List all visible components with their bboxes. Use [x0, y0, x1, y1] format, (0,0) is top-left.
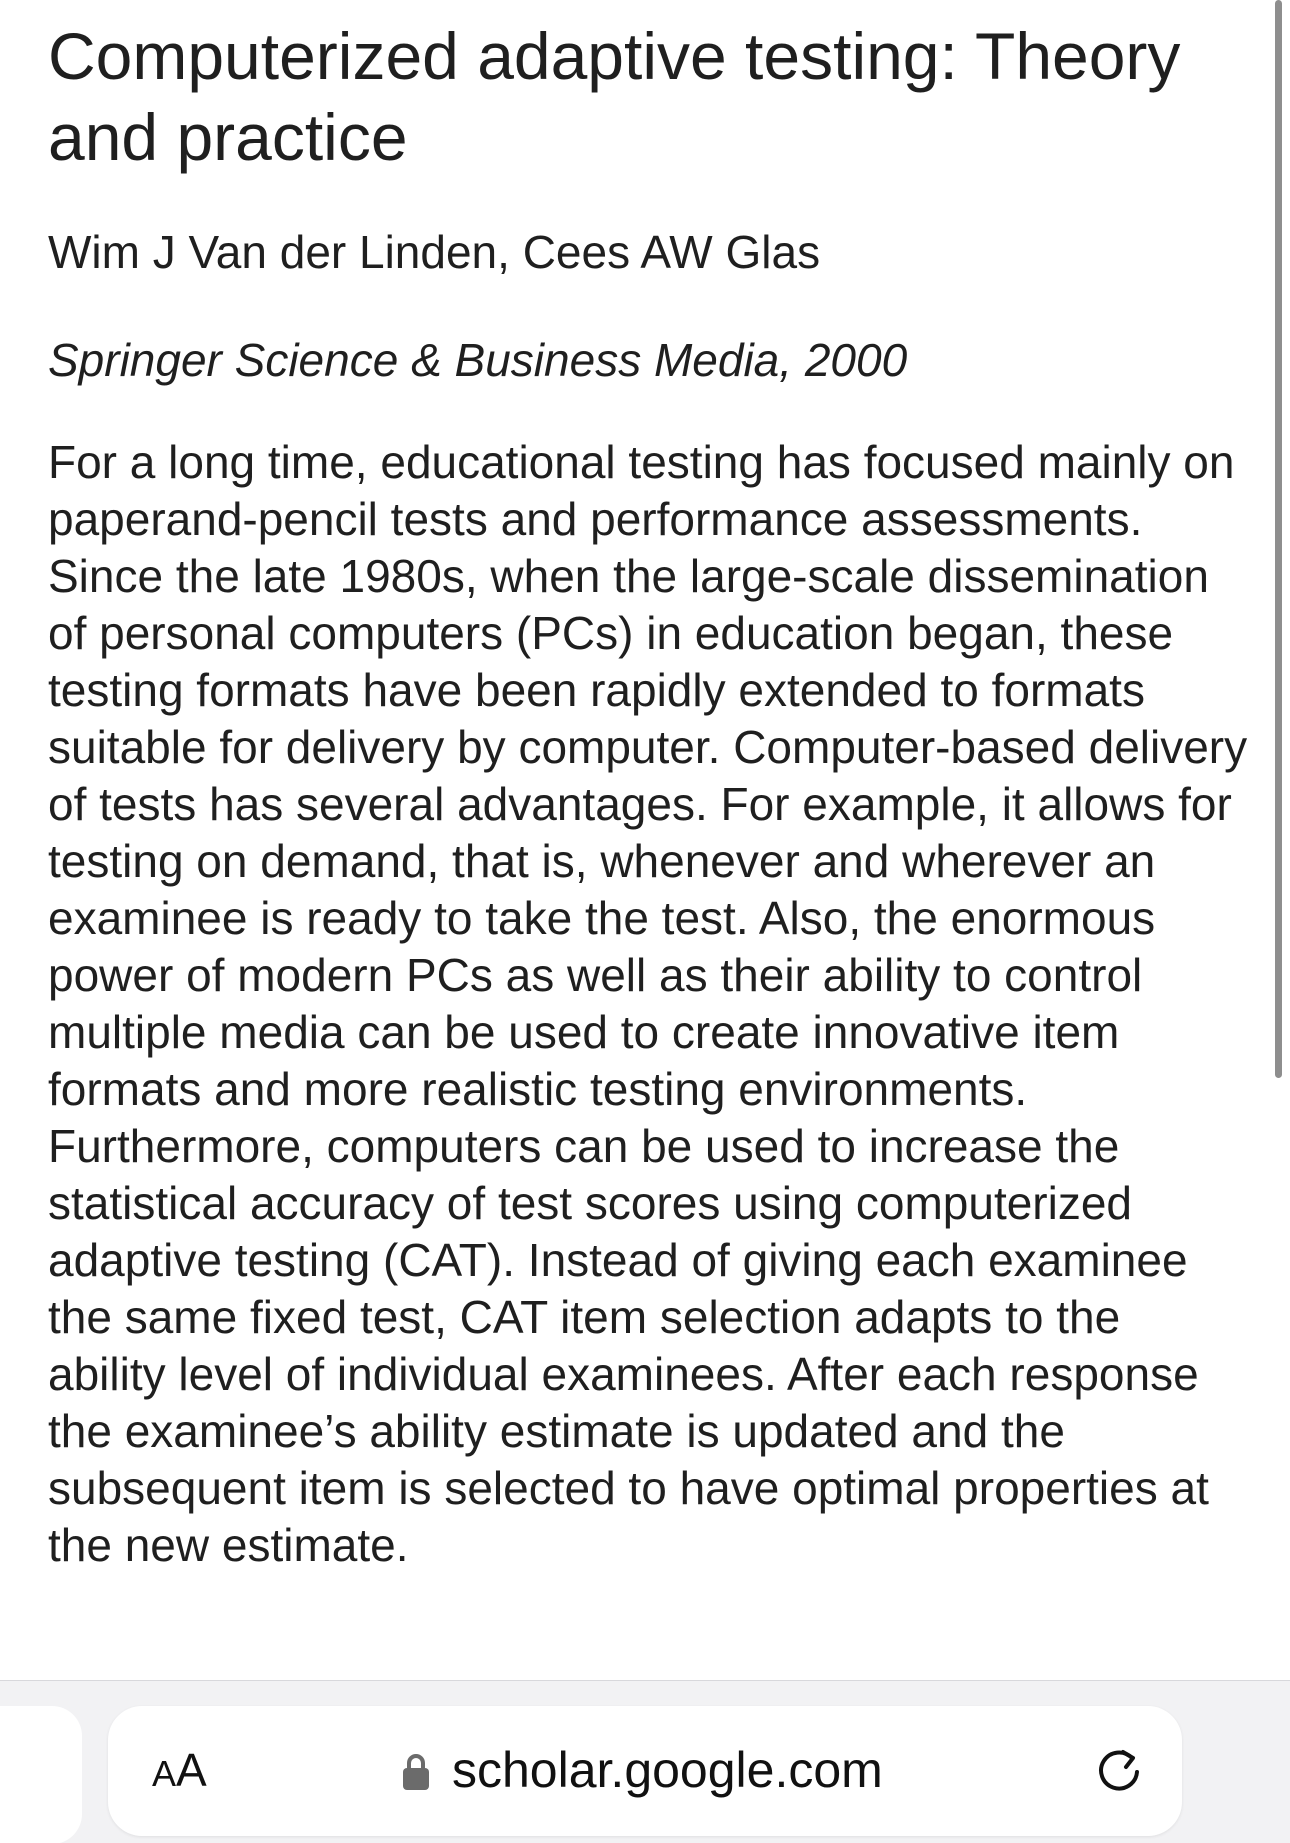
- article-authors: Wim J Van der Linden, Cees AW Glas: [48, 226, 821, 278]
- lock-icon: [402, 1752, 430, 1792]
- url-text: scholar.google.com: [452, 1742, 883, 1798]
- article-venue: Springer Science & Business Media, 2000: [48, 334, 908, 386]
- browser-bottom-bar: [0, 1680, 1290, 1843]
- text-size-small-letter: A: [152, 1753, 177, 1794]
- article-content: [48, 16, 1248, 1574]
- previous-tab-peek[interactable]: [0, 1706, 82, 1843]
- address-bar[interactable]: [108, 1706, 1182, 1836]
- url-display[interactable]: [402, 1740, 883, 1800]
- article-title: Computerized adaptive testing: Theory and practice: [48, 19, 1181, 174]
- reload-icon[interactable]: [1092, 1744, 1146, 1798]
- article-abstract: For a long time, educational testing has focused mainly on paperand-pencil tests and performance assessments. Since the late 1980s, when the large-scale dissemination of personal computers (PCs) in education began, these testing formats have been rapidly extended to formats suitable for delivery by computer. Computer-based delivery of tests has several advantages. For example, it allows for testing on demand, that is, whenever and wherever an examinee is ready to take the test. Also, the enormous power of modern PCs as well as their ability to control multiple media can be used to create innovative item formats and more realistic testing environments. Furthermore, computers can be used to increase the statistical accuracy of test scores using computerized adaptive testing (CAT). Instead of giving each examinee the same fixed test, CAT item selection adapts to the ability level of individual examinees. After each response the examinee’s ability estimate is updated and the subsequent item is selected to have optimal properties at the new estimate.: [48, 436, 1248, 1571]
- text-size-large-letter: A: [176, 1744, 207, 1796]
- vertical-scrollbar[interactable]: [1275, 0, 1282, 1078]
- text-size-button[interactable]: [152, 1740, 207, 1800]
